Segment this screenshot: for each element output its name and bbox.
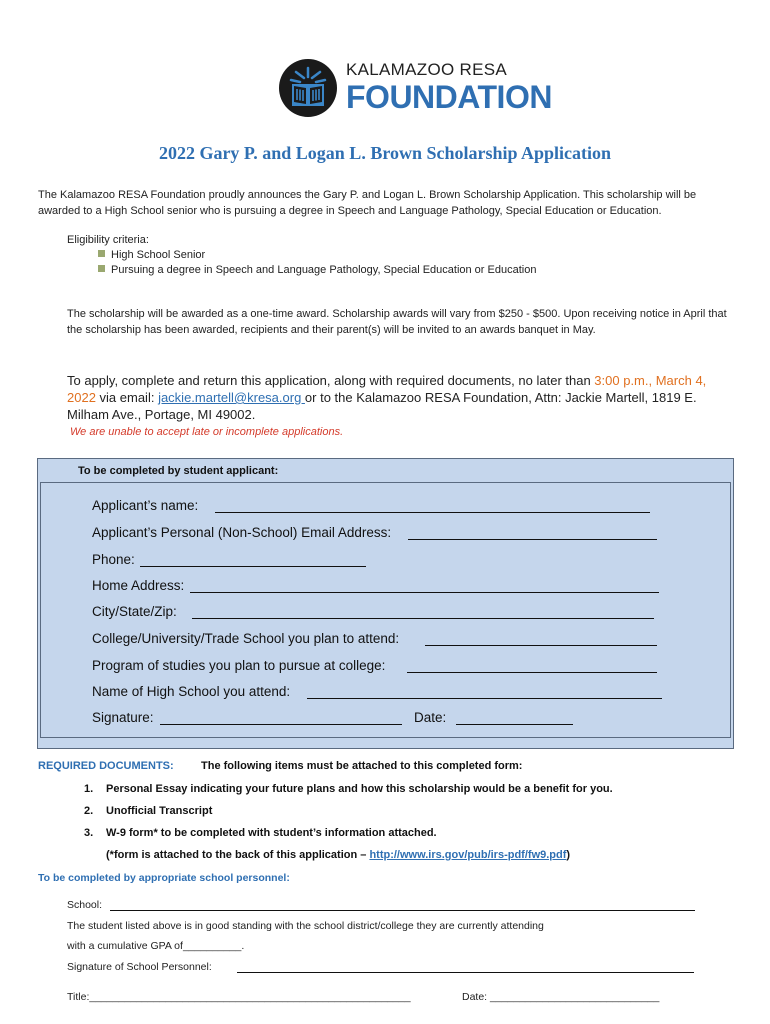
school-signature-field[interactable] — [237, 972, 694, 973]
program-field[interactable] — [407, 672, 657, 673]
deadline-text: 3:00 p.m., March 4, 2022 — [67, 373, 707, 405]
program-label: Program of studies you plan to pursue at college: — [92, 658, 386, 673]
email-address-label: Applicant’s Personal (Non-School) Email Address: — [92, 525, 392, 540]
w9-link[interactable]: http://www.irs.gov/pub/irs-pdf/fw9.pdf — [369, 849, 567, 861]
bullet-icon — [98, 265, 105, 272]
standing-statement: The student listed above is in good standing with the school district/college they are currently attending — [67, 920, 544, 932]
phone-field[interactable] — [140, 566, 366, 567]
foundation-logo-icon — [278, 58, 338, 118]
high-school-field[interactable] — [307, 698, 662, 699]
city-state-zip-label: City/State/Zip: — [92, 604, 177, 619]
logo-text-top: KALAMAZOO RESA — [346, 60, 508, 79]
eligibility-item: High School Senior — [98, 249, 205, 261]
home-address-label: Home Address: — [92, 578, 185, 593]
intro-paragraph: The Kalamazoo RESA Foundation proudly announces the Gary P. and Logan L. Brown Scholarship Application. This scholarship will be awarded to a High School senior who is pursuing a degree in Speech and Language Pathology, Special Education or Education. — [38, 189, 697, 217]
required-item: 3. W-9 form* to be completed with student’s information attached. — [84, 827, 437, 839]
phone-label: Phone: — [92, 552, 135, 567]
college-field[interactable] — [425, 645, 657, 646]
school-signature-label: Signature of School Personnel: — [67, 961, 212, 973]
signature-label: Signature: — [92, 710, 154, 725]
logo-text-bottom: FOUNDATION — [346, 79, 552, 115]
required-item: 2. Unofficial Transcript — [84, 805, 213, 817]
school-label: School: — [67, 899, 103, 911]
apply-paragraph: To apply, complete and return this application, along with required documents, no later than 3:00 p.m., March 4, 2022 via email: jackie.martell@kresa.org or to the Kalamazoo RESA Foundation, Attn: Jackie Martell, 1819 E. Milham Ave., Portage, MI 49002. — [67, 373, 707, 422]
required-item: 1. Personal Essay indicating your future plans and how this scholarship would be a benefit for you. — [84, 783, 613, 795]
city-state-zip-field[interactable] — [192, 618, 654, 619]
page-title: 2022 Gary P. and Logan L. Brown Scholarship Application — [158, 143, 612, 163]
applicant-name-field[interactable] — [215, 512, 650, 513]
date-field[interactable] — [456, 724, 573, 725]
late-notice: We are unable to accept late or incomplete applications. — [70, 426, 344, 438]
home-address-field[interactable] — [190, 592, 659, 593]
applicant-name-label: Applicant’s name: — [92, 498, 199, 513]
date-label: Date: — [414, 710, 447, 725]
required-documents-description: The following items must be attached to this completed form: — [201, 760, 523, 772]
award-paragraph: The scholarship will be awarded as a one-time award. Scholarship awards will vary from $250 - $500. Upon receiving notice in April that the scholarship has been awarded, recipients and their parent(s) will be invited to an awards banquet in May. — [67, 308, 727, 336]
high-school-label: Name of High School you attend: — [92, 684, 291, 699]
school-section-label: To be completed by appropriate school personnel: — [38, 872, 290, 884]
w9-note: (*form is attached to the back of this application – http://www.irs.gov/pub/irs-pdf/fw9.pdf) — [106, 849, 571, 861]
student-section-header: To be completed by student applicant: — [78, 465, 279, 477]
school-date-field[interactable]: Date: _____________________________ — [462, 991, 660, 1003]
school-field[interactable] — [110, 910, 695, 911]
gpa-statement: with a cumulative GPA of__________. — [67, 940, 245, 952]
email-address-field[interactable] — [408, 539, 657, 540]
email-link[interactable]: jackie.martell@kresa.org — [158, 390, 305, 405]
bullet-icon — [98, 250, 105, 257]
required-documents-label: REQUIRED DOCUMENTS: — [38, 760, 174, 772]
school-title-field[interactable]: Title:_______________________________________________________ — [67, 991, 411, 1003]
eligibility-item: Pursuing a degree in Speech and Language Pathology, Special Education or Education — [98, 264, 536, 276]
eligibility-label: Eligibility criteria: — [67, 234, 149, 246]
college-label: College/University/Trade School you plan to attend: — [92, 631, 400, 646]
signature-field[interactable] — [160, 724, 402, 725]
